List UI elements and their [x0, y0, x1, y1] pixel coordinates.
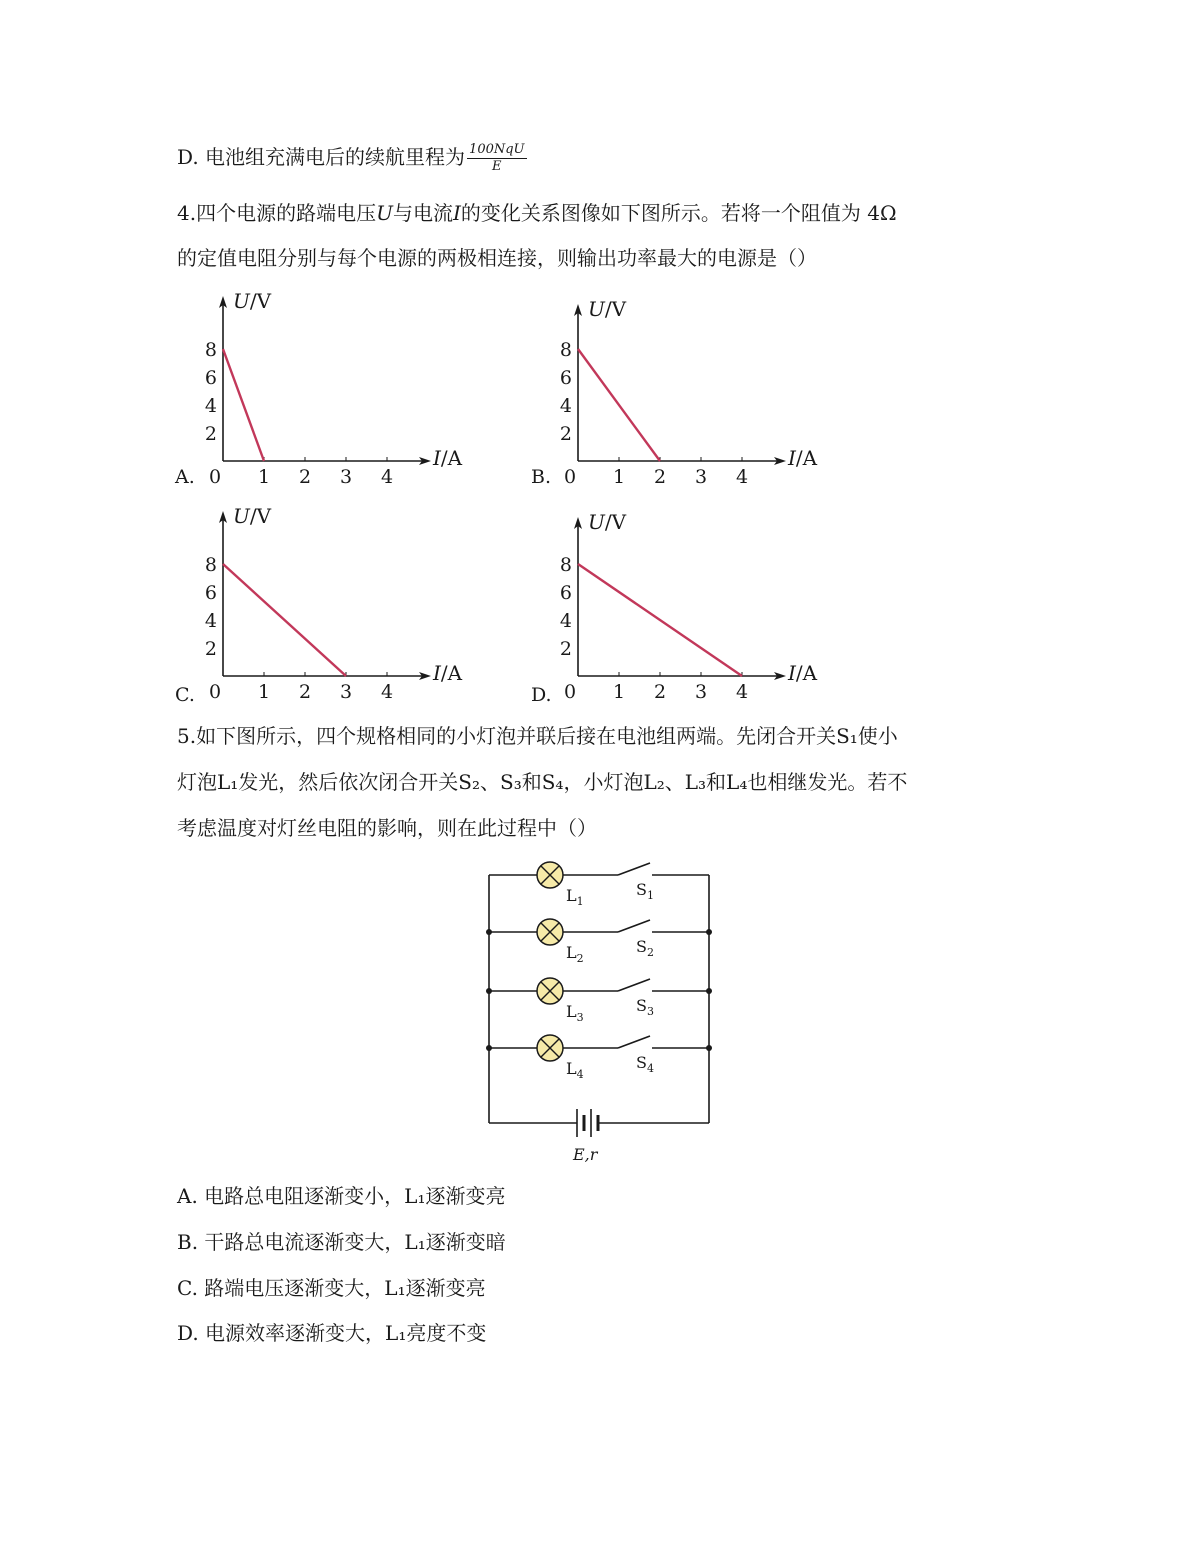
chart-d: [545, 509, 845, 703]
battery-symbol: [577, 1109, 598, 1137]
series-line: [578, 349, 660, 461]
y-axis-label: U/V: [588, 297, 627, 321]
x-axis-label: I/A: [433, 446, 463, 470]
y-tick-label: 4: [559, 610, 572, 632]
x-tick-label: 3: [694, 466, 708, 488]
y-tick-label: 8: [559, 339, 572, 361]
q4-line-2: 的定值电阻分别与每个电源的两极相连接，则输出功率最大的电源是（）: [177, 246, 817, 270]
y-tick-label: 6: [559, 367, 572, 389]
x-tick-label: 0: [563, 681, 577, 703]
q4-text: 与电流: [392, 201, 453, 225]
junction-dot: [486, 988, 492, 994]
x-tick-label: 1: [612, 681, 626, 703]
q4-var-u: U: [376, 201, 393, 225]
series-line: [223, 564, 346, 676]
q5-line-3: 考虑温度对灯丝电阻的影响，则在此过程中（）: [177, 816, 597, 840]
q5-option-d: D. 电源效率逐渐变大，L₁亮度不变: [177, 1321, 487, 1345]
chart-a: [190, 288, 490, 488]
lamp-label: $L_2$: [566, 943, 584, 965]
y-tick-label: 8: [204, 339, 217, 361]
series-line: [578, 564, 742, 676]
q5-option-b: B. 干路总电流逐渐变大，L₁逐渐变暗: [177, 1230, 506, 1254]
y-tick-label: 4: [204, 395, 217, 417]
q3-option-d-text: D. 电池组充满电后的续航里程为: [177, 145, 466, 169]
circuit-diagram: [470, 850, 730, 1170]
y-tick-label: 6: [204, 582, 217, 604]
x-tick-label: 0: [208, 681, 222, 703]
junction-dot: [706, 988, 712, 994]
y-axis-label: U/V: [233, 504, 272, 528]
x-tick-label: 2: [653, 681, 667, 703]
y-tick-label: 8: [204, 554, 217, 576]
source-label: E,r: [573, 1145, 598, 1164]
switch-label: $S_2$: [636, 937, 654, 959]
y-axis-label: U/V: [588, 510, 627, 534]
fraction: [467, 142, 526, 175]
junction-dot: [486, 929, 492, 935]
chart-option-label: B.: [531, 466, 552, 488]
x-tick-label: 3: [694, 681, 708, 703]
chart-option-label: A.: [175, 466, 195, 488]
lamp-label: $L_1$: [566, 886, 584, 908]
y-tick-label: 4: [204, 610, 217, 632]
x-tick-label: 4: [735, 466, 749, 488]
y-tick-label: 2: [204, 423, 217, 445]
q4-line-1: [177, 199, 897, 227]
x-tick-label: 3: [339, 681, 353, 703]
lamp-label: $L_3$: [566, 1002, 584, 1024]
junction-dot: [706, 1045, 712, 1051]
x-tick-label: 0: [563, 466, 577, 488]
x-tick-label: 2: [298, 681, 312, 703]
chart-option-label: C.: [175, 684, 195, 706]
chart-b: [545, 296, 845, 488]
x-axis-label: I/A: [788, 661, 818, 685]
switch-blade: [618, 1036, 650, 1048]
y-tick-label: 2: [559, 638, 572, 660]
chart-c: [190, 503, 490, 703]
x-tick-label: 2: [298, 466, 312, 488]
switch-label: $S_3$: [636, 996, 654, 1018]
q5-option-c: C. 路端电压逐渐变大，L₁逐渐变亮: [177, 1276, 486, 1300]
switch-label: $S_4$: [636, 1053, 654, 1075]
chart-option-label: D.: [531, 684, 552, 706]
switch-blade: [618, 979, 650, 991]
junction-dot: [706, 929, 712, 935]
y-tick-label: 2: [559, 423, 572, 445]
y-tick-label: 8: [559, 554, 572, 576]
x-axis-label: I/A: [433, 661, 463, 685]
x-tick-label: 4: [735, 681, 749, 703]
q5-line-2: 灯泡L₁发光，然后依次闭合开关S₂、S₃和S₄，小灯泡L₂、L₃和L₄也相继发光。若不: [177, 770, 908, 794]
x-tick-label: 3: [339, 466, 353, 488]
y-tick-label: 4: [559, 395, 572, 417]
q5-line-1: 5.如下图所示，四个规格相同的小灯泡并联后接在电池组两端。先闭合开关S₁使小: [177, 724, 898, 748]
y-tick-label: 2: [204, 638, 217, 660]
switch-blade: [618, 920, 650, 932]
x-axis-label: I/A: [788, 446, 818, 470]
q4-text: 4.四个电源的路端电压: [177, 201, 377, 225]
lamp-label: $L_4$: [566, 1059, 584, 1081]
x-tick-label: 1: [612, 466, 626, 488]
fraction-numerator: 100NqU: [469, 142, 525, 157]
x-tick-label: 1: [257, 681, 271, 703]
switch-blade: [618, 863, 650, 875]
x-tick-label: 4: [380, 681, 394, 703]
x-tick-label: 4: [380, 466, 394, 488]
x-tick-label: 0: [208, 466, 222, 488]
x-tick-label: 2: [653, 466, 667, 488]
x-tick-label: 1: [257, 466, 271, 488]
q5-option-a: A. 电路总电阻逐渐变小，L₁逐渐变亮: [177, 1184, 506, 1208]
y-axis-label: U/V: [233, 289, 272, 313]
q4-text: 的变化关系图像如下图所示。若将一个阻值为 4Ω: [460, 201, 897, 225]
q4-var-i: I: [452, 201, 461, 225]
junction-dot: [486, 1045, 492, 1051]
y-tick-label: 6: [204, 367, 217, 389]
q3-option-d: [177, 142, 527, 175]
series-line: [223, 349, 264, 461]
switch-label: $S_1$: [636, 880, 654, 902]
y-tick-label: 6: [559, 582, 572, 604]
fraction-denominator: E: [492, 159, 502, 174]
